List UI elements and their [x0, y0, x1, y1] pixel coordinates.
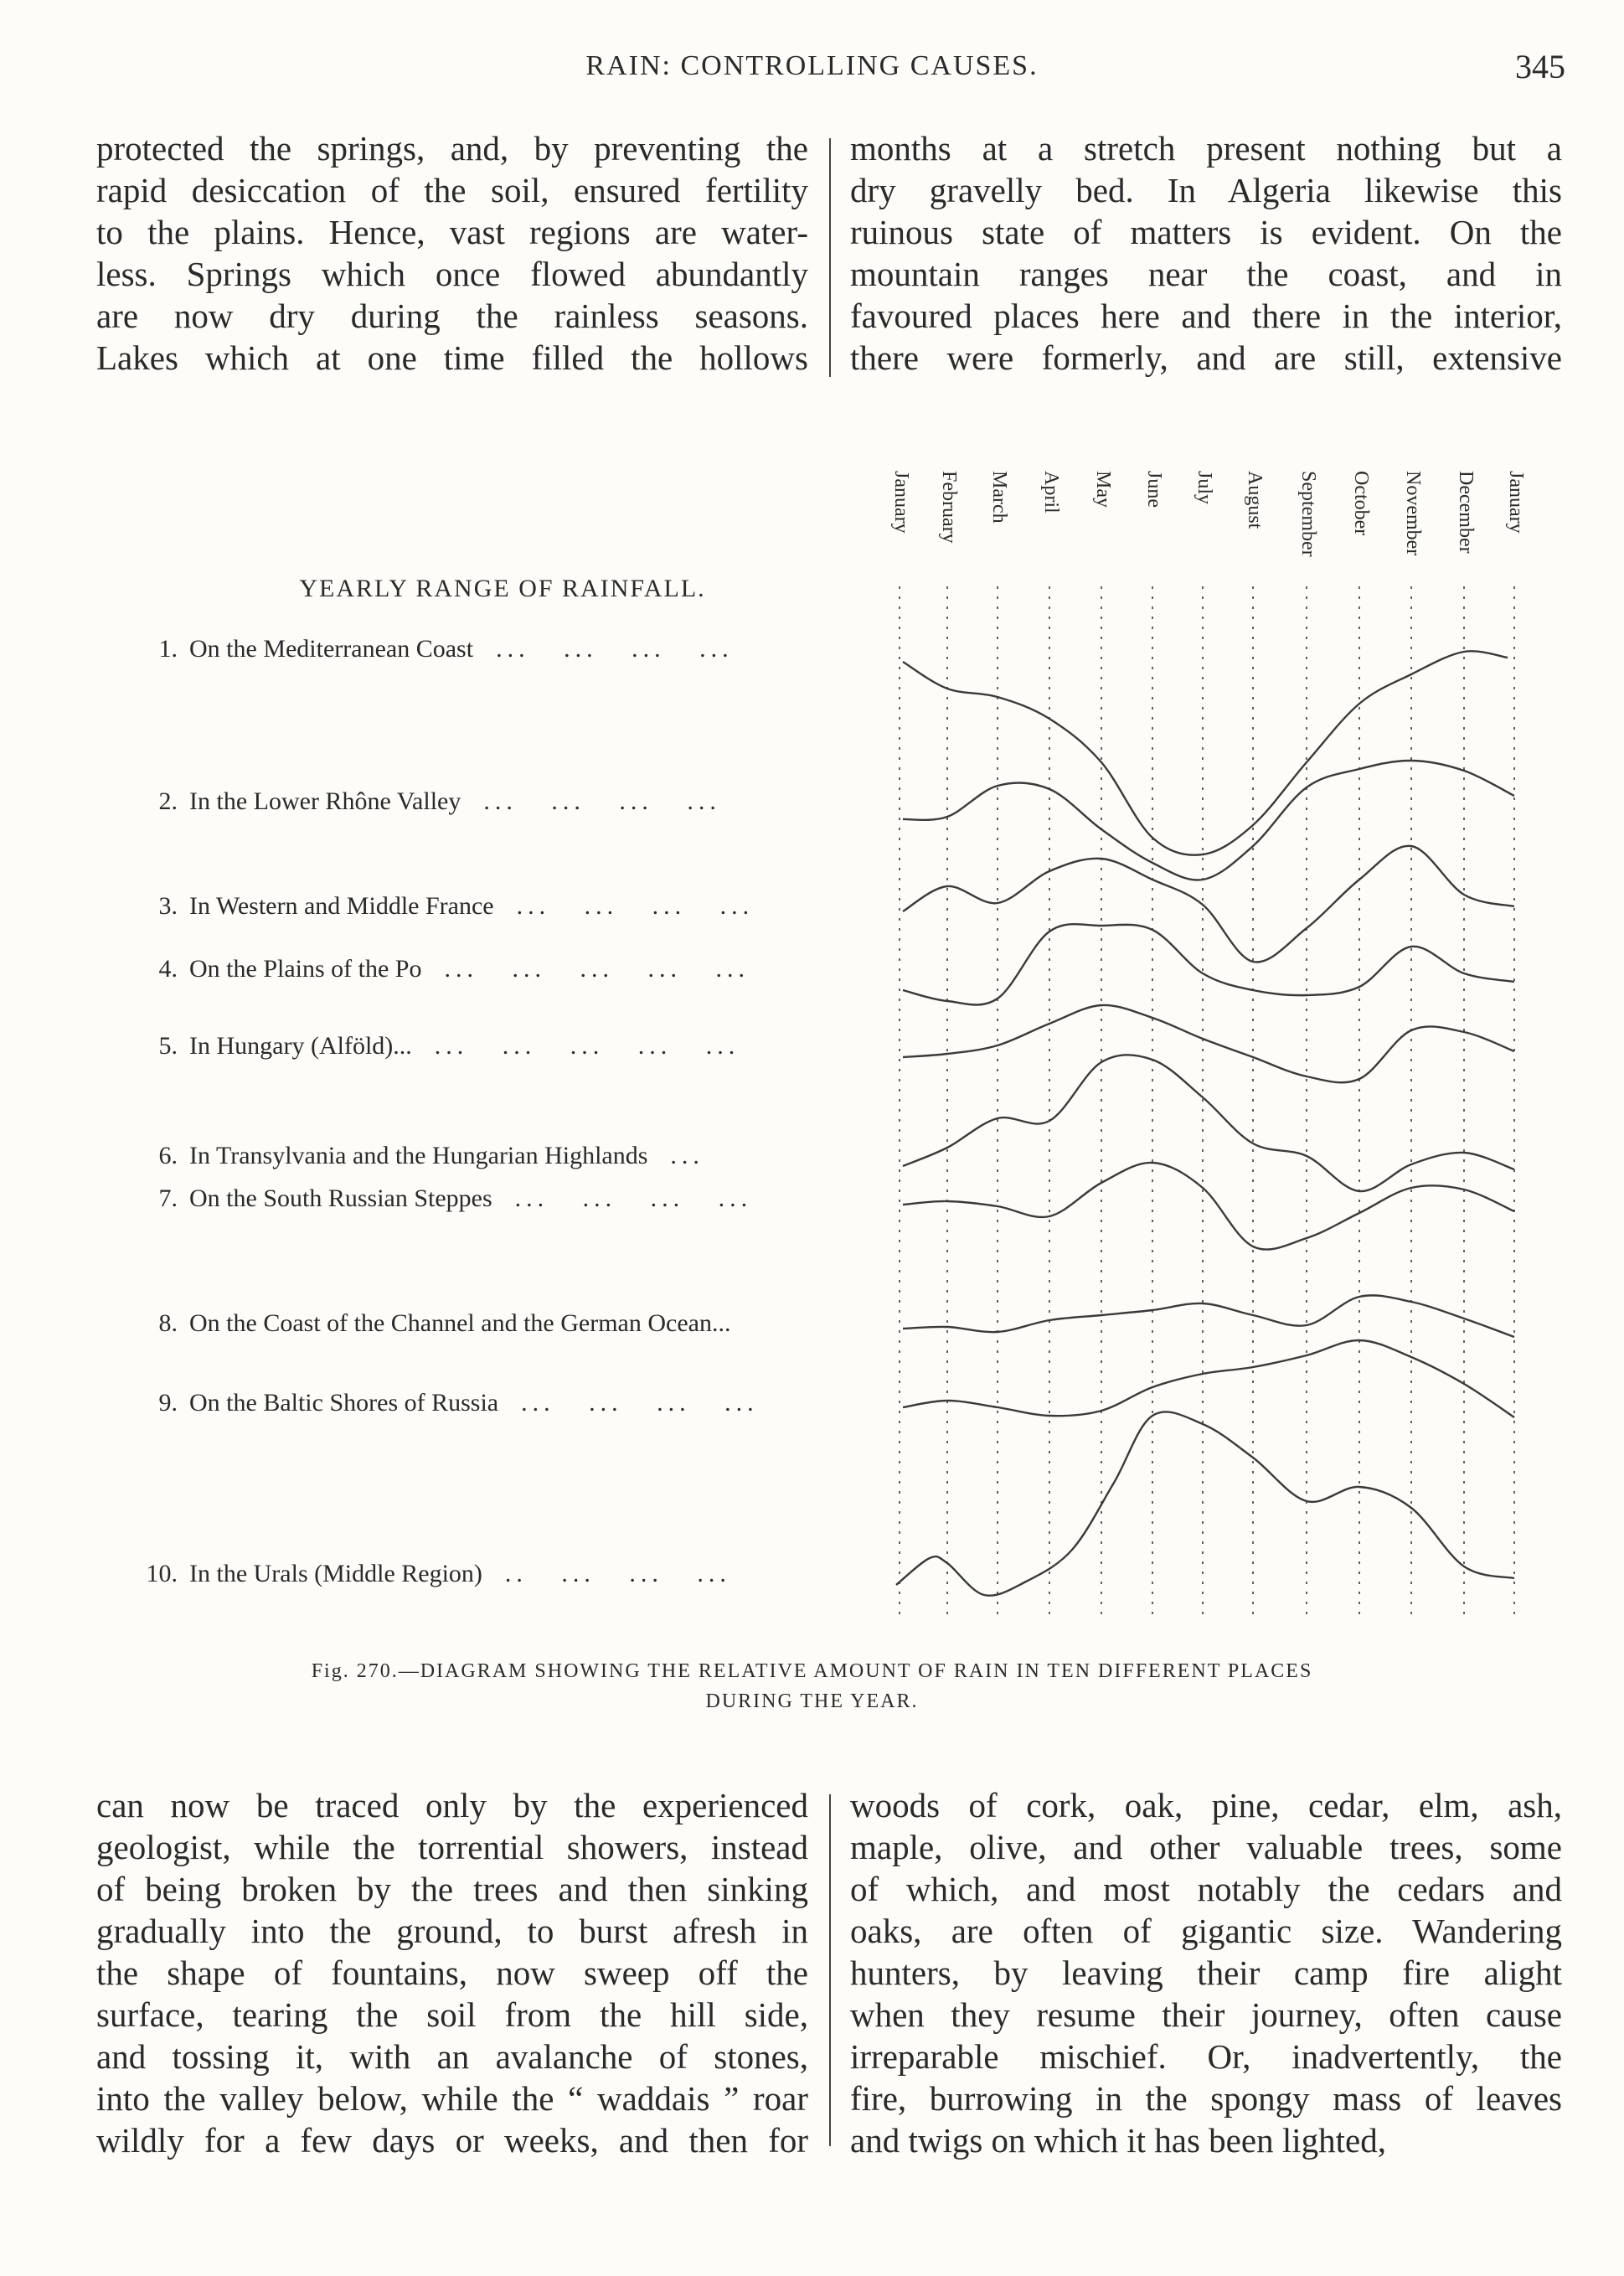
place-name: On the Plains of the Po [189, 955, 422, 983]
rainfall-curve-6 [903, 1055, 1514, 1191]
place-number: 9. [158, 1389, 178, 1417]
rainfall-curve-10 [896, 1412, 1514, 1595]
leader-dots: ... ... ... ... [493, 892, 755, 920]
place-number: 8. [158, 1309, 178, 1337]
text-line: mountain ranges near the coast, and in [850, 255, 1562, 293]
text-line: dry gravelly bed. In Algeria likewise this [850, 171, 1562, 209]
text-line: wildly for a few days or weeks, and then for [96, 2121, 808, 2160]
text-line: oaks, are often of gigantic size. Wandering [850, 1912, 1562, 1950]
place-name: In the Lower Rhône Valley [189, 787, 461, 815]
figure-title: YEARLY RANGE OF RAINFALL. [299, 575, 706, 602]
text-line: to the plains. Hence, vast regions are water- [96, 213, 808, 251]
text-line: into the valley below, while the “ waddais ” roar [96, 2079, 808, 2118]
figure-caption: Fig. 270.—DIAGRAM SHOWING THE RELATIVE AMOUNT OF RAIN IN TEN DIFFERENT PLACES [311, 1660, 1313, 1682]
leader-dots: ... [647, 1142, 704, 1169]
text-line: geologist, while the torrential showers, instead [96, 1828, 808, 1866]
place-number: 10. [146, 1560, 178, 1587]
text-line: rapid desiccation of the soil, ensured fertility [96, 171, 808, 209]
running-head: RAIN: CONTROLLING CAUSES. [585, 50, 1039, 81]
month-label: October [1350, 471, 1372, 536]
leader-dots: ... ... ... ... [492, 1184, 753, 1212]
text-line: hunters, by leaving their camp fire alight [850, 1953, 1562, 1992]
month-label: June [1143, 471, 1165, 508]
place-name: In Western and Middle France [189, 892, 494, 920]
text-line: can now be traced only by the experienced [96, 1786, 808, 1824]
column-rule [829, 1794, 831, 2146]
rainfall-curve-7 [903, 1163, 1514, 1250]
text-line: irreparable mischief. Or, inadvertently, the [850, 2037, 1562, 2076]
month-label: May [1092, 471, 1114, 508]
month-label: March [988, 471, 1010, 524]
month-label: April [1040, 471, 1062, 514]
text-line: protected the springs, and, by preventing the [96, 129, 808, 168]
bottom-left-column [96, 1784, 808, 2161]
text-line: and tossing it, with an avalanche of stones, [96, 2037, 808, 2076]
place-name: In Transylvania and the Hungarian Highlands [189, 1142, 648, 1169]
month-label: November [1402, 471, 1424, 556]
place-name: On the South Russian Steppes [189, 1184, 492, 1212]
place-name: On the Mediterranean Coast [189, 635, 474, 663]
text-line: there were formerly, and are still, extensive [850, 338, 1562, 377]
place-name: On the Coast of the Channel and the German Ocean... [189, 1309, 731, 1337]
month-label: January [1505, 471, 1527, 534]
rainfall-curve-2 [903, 761, 1514, 880]
place-name: In the Urals (Middle Region) [189, 1560, 482, 1587]
text-line: and twigs on which it has been lighted, [850, 2121, 1386, 2160]
text-line: of being broken by the trees and then sinking [96, 1870, 808, 1908]
rainfall-curve-4 [903, 924, 1514, 1004]
bottom-right-column [850, 1784, 1562, 2161]
leader-dots: ... ... ... ... [461, 787, 721, 815]
text-line: maple, olive, and other valuable trees, some [850, 1828, 1562, 1866]
rainfall-curve-8 [903, 1295, 1514, 1337]
leader-dots: ... ... ... ... ... [411, 1032, 740, 1060]
leader-dots: ... ... ... ... [498, 1389, 759, 1417]
text-line: woods of cork, oak, pine, cedar, elm, ash, [850, 1786, 1562, 1824]
place-name: On the Baltic Shores of Russia [189, 1389, 499, 1417]
text-line: favoured places here and there in the interior, [850, 297, 1562, 335]
month-label: January [890, 471, 912, 534]
text-line: of which, and most notably the cedars and [850, 1870, 1562, 1908]
place-number: 6. [158, 1142, 178, 1169]
text-line: are now dry during the rainless seasons. [96, 297, 808, 335]
place-number: 1. [158, 635, 178, 663]
rainfall-curve-5 [903, 1005, 1514, 1082]
place-number: 2. [158, 787, 178, 815]
month-label: August [1244, 471, 1266, 529]
leader-dots: ... ... ... ... ... [421, 955, 750, 983]
text-line: the shape of fountains, now sweep off the [96, 1953, 808, 1992]
month-label: September [1297, 471, 1319, 557]
text-line: ruinous state of matters is evident. On the [850, 213, 1562, 251]
text-line: when they resume their journey, often cause [850, 1995, 1562, 2034]
figure-caption-line2: DURING THE YEAR. [705, 1690, 919, 1712]
text-line: Lakes which at one time filled the hollows [96, 338, 808, 377]
text-line: months at a stretch present nothing but a [850, 129, 1562, 168]
place-number: 3. [158, 892, 178, 920]
leader-dots: .. ... ... ... [482, 1560, 731, 1587]
text-line: less. Springs which once flowed abundantly [96, 255, 808, 293]
text-line: gradually into the ground, to burst afresh in [96, 1912, 808, 1950]
rainfall-curve-3 [903, 846, 1514, 963]
rainfall-curve-1 [903, 651, 1508, 854]
place-number: 5. [158, 1032, 178, 1060]
place-number: 4. [158, 955, 178, 983]
page-number: 345 [1515, 48, 1565, 85]
rainfall-curve-9 [903, 1340, 1514, 1417]
month-label: July [1194, 471, 1215, 505]
place-name: In Hungary (Alföld)... [189, 1032, 412, 1060]
month-label: December [1455, 471, 1477, 554]
month-label: February [938, 471, 960, 544]
leader-dots: ... ... ... ... [473, 635, 734, 663]
text-line: surface, tearing the soil from the hill side, [96, 1995, 808, 2034]
place-number: 7. [158, 1184, 178, 1212]
text-line: fire, burrowing in the spongy mass of leaves [850, 2079, 1562, 2118]
